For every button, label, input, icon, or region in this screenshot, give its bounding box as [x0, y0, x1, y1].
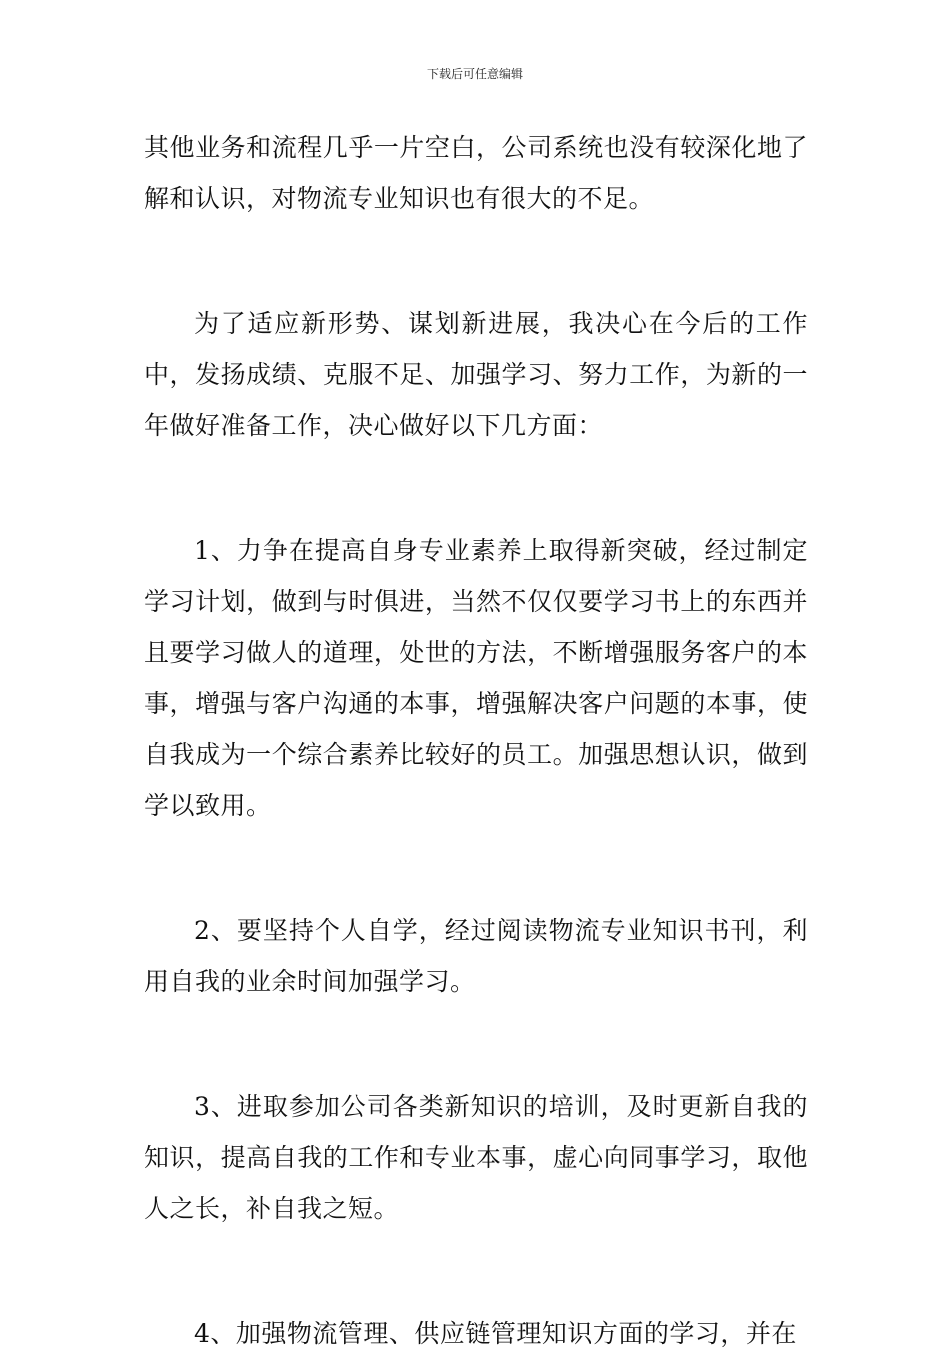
- paragraph-item-3: 3、进取参加公司各类新知识的培训，及时更新自我的知识，提高自我的工作和专业本事，虚心向同事学习，取他人之长，补自我之短。: [144, 1092, 808, 1223]
- paragraph-item-2: 2、要坚持个人自学，经过阅读物流专业知识书刊，利用自我的业余时间加强学习。: [144, 916, 808, 996]
- page-header: 下载后可任意编辑: [426, 67, 523, 81]
- paragraph-item-1: 1、力争在提高自身专业素养上取得新突破，经过制定学习计划，做到与时俱进，当然不仅仅要学习书上的东西并且要学习做人的道理，处世的方法，不断增强服务客户的本事，增强与客户沟通的本事，增强解决客户问题的本事，使自我成为一个综合素养比较好的员工。加强思想认识，做到学以致用。: [144, 536, 808, 820]
- paragraph-continuation: 其他业务和流程几乎一片空白，公司系统也没有较深化地了解和认识，对物流专业知识也有很大的不足。: [144, 133, 808, 213]
- document-body: [144, 122, 808, 1359]
- paragraph-intro-plan: 为了适应新形势、谋划新进展，我决心在今后的工作中，发扬成绩、克服不足、加强学习、努力工作，为新的一年做好准备工作，决心做好以下几方面：: [144, 309, 808, 440]
- paragraph-item-4: 4、加强物流管理、供应链管理知识方面的学习，并在: [194, 1319, 797, 1348]
